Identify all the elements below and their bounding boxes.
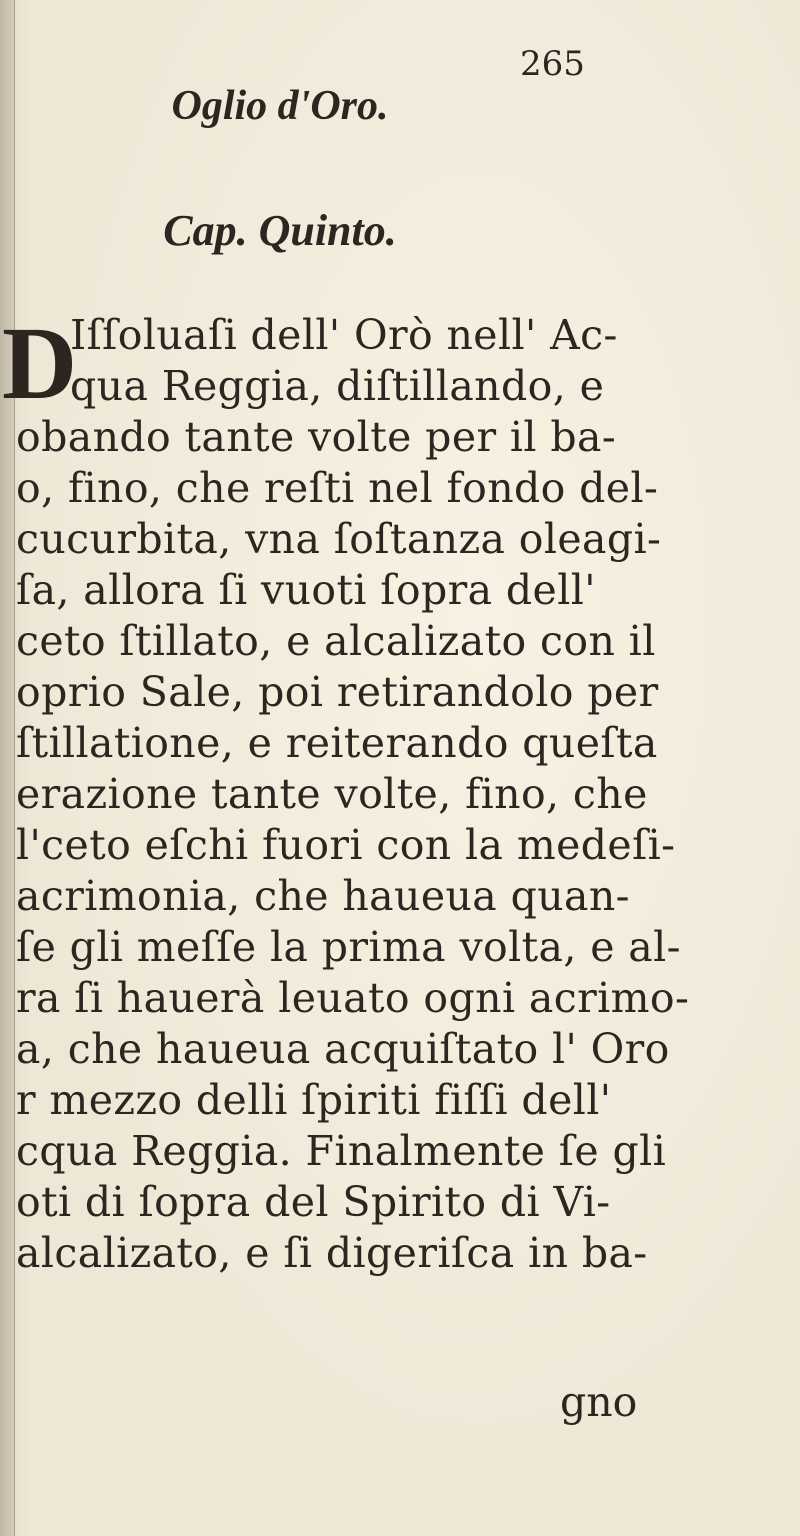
chapter-title: Cap. Quinto. — [163, 206, 397, 255]
text-line: ſa, allora ſi vuoti ſopra dell' — [16, 566, 596, 614]
text-line: ceto ſtillato, e alcalizato con il — [16, 617, 656, 665]
text-line: alcalizato, e ſi digeriſca in ba- — [16, 1229, 648, 1277]
text-line: qua Reggia, diſtillando, e — [70, 362, 605, 410]
text-line: oprio Sale, poi retirandolo per — [16, 668, 659, 716]
text-line: erazione tante volte, fino, che — [16, 770, 648, 818]
text-line: cucurbita, vna ſoſtanza oleagi- — [16, 515, 662, 563]
text-line: r mezzo delli ſpiriti fiſſi dell' — [16, 1076, 612, 1124]
text-line: cqua Reggia. Finalmente ſe gli — [16, 1127, 667, 1175]
text-line: a, che haueua acquiſtato l' Oro — [16, 1025, 670, 1073]
text-line: l'ceto eſchi fuori con la medeſi- — [16, 821, 676, 869]
text-line: oti di ſopra del Spirito di Vi- — [16, 1178, 611, 1226]
body-text — [2, 306, 796, 1279]
text-line: obando tante volte per il ba- — [16, 413, 617, 461]
text-line: Iſſoluaſi dell' Orò nell' Ac- — [70, 311, 618, 359]
text-line: ſe gli meſſe la prima volta, e al- — [16, 923, 681, 971]
text-line: o, fino, che reſti nel fondo del- — [16, 464, 659, 512]
catchword: gno — [560, 1378, 638, 1426]
text-line: acrimonia, che haueua quan- — [16, 872, 630, 920]
drop-cap: D — [2, 306, 78, 421]
running-title: Oglio d'Oro. — [171, 83, 389, 129]
text-line: ſtillatione, e reiterando queſta — [16, 719, 658, 767]
text-line: ra ſi hauerà leuato ogni acrimo- — [16, 974, 690, 1022]
page-number: 265 — [520, 44, 585, 84]
